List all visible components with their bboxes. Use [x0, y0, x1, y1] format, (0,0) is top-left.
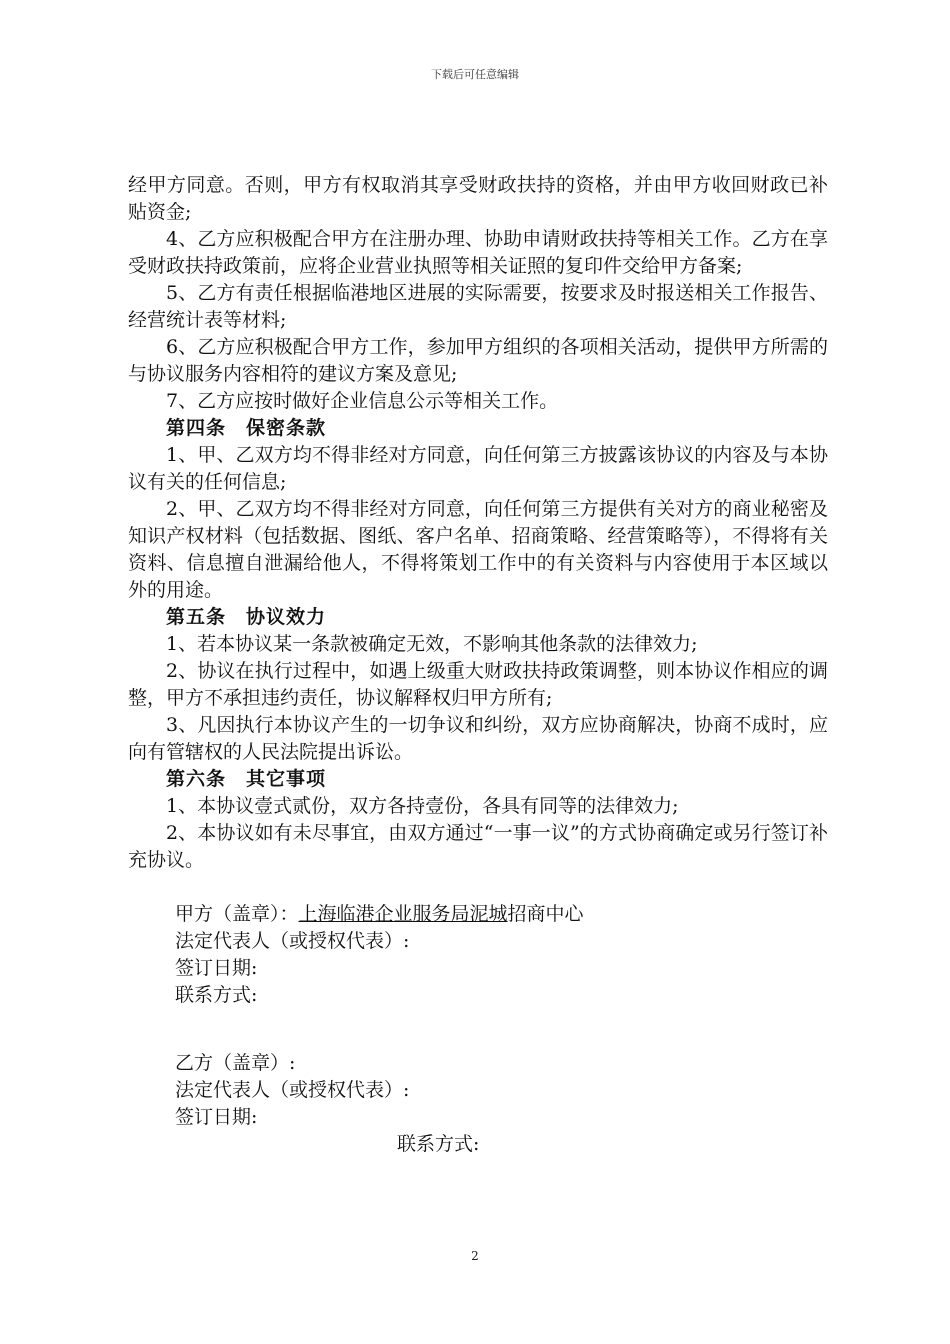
paragraph: 经甲方同意。否则，甲方有权取消其享受财政扶持的资格，并由甲方收回财政已补贴资金;: [128, 174, 828, 223]
section-heading: 第四条 保密条款: [166, 417, 327, 439]
party-a-seal-label: 甲方（盖章）：: [175, 903, 299, 925]
page-header: 下载后可任意编辑: [431, 68, 519, 81]
paragraph: 2、协议在执行过程中，如遇上级重大财政扶持政策调整，则本协议作相应的调整，甲方不承担违约责任，协议解释权归甲方所有;: [128, 660, 828, 709]
paragraph: 2、本协议如有未尽事宜，由双方通过“一事一议”的方式协商确定或另行签订补充协议。: [128, 822, 828, 871]
party-a-contact: 联系方式:: [175, 984, 258, 1006]
party-b-contact: 联系方式:: [397, 1133, 480, 1155]
paragraph: 1、甲、乙双方均不得非经对方同意，向任何第三方披露该协议的内容及与本协议有关的任何信息;: [128, 444, 828, 493]
paragraph: 6、乙方应积极配合甲方工作，参加甲方组织的各项相关活动，提供甲方所需的与协议服务内容相符的建议方案及意见;: [128, 336, 828, 385]
party-a-representative: 法定代表人（或授权代表）:: [175, 930, 410, 952]
section-heading: 第六条 其它事项: [166, 768, 327, 790]
section-heading: 第五条 协议效力: [166, 606, 327, 628]
paragraph: 1、本协议壹式贰份，双方各持壹份，各具有同等的法律效力;: [166, 795, 679, 817]
party-b-seal-label: 乙方（盖章）:: [175, 1052, 296, 1074]
paragraph: 4、乙方应积极配合甲方在注册办理、协助申请财政扶持等相关工作。乙方在享受财政扶持政策前，应将企业营业执照等相关证照的复印件交给甲方备案;: [128, 228, 828, 277]
party-b-signature-block: [175, 1050, 815, 1158]
paragraph: 7、乙方应按时做好企业信息公示等相关工作。: [166, 390, 559, 412]
party-b-representative: 法定代表人（或授权代表）:: [175, 1079, 410, 1101]
paragraph: 5、乙方有责任根据临港地区进展的实际需要，按要求及时报送相关工作报告、经营统计表等材料;: [128, 282, 828, 331]
party-a-seal-line: [175, 901, 815, 928]
party-a-name-rest: 招商中心: [507, 903, 584, 925]
paragraph: 1、若本协议某一条款被确定无效，不影响其他条款的法律效力;: [166, 633, 698, 655]
paragraph: 2、甲、乙双方均不得非经对方同意，向任何第三方提供有关对方的商业秘密及知识产权材料（包括数据、图纸、客户名单、招商策略、经营策略等），不得将有关资料、信息擅自泄漏给他人，不得将策划工作中的有关资料与内容使用于本区域以外的用途。: [128, 498, 828, 601]
paragraph: 3、凡因执行本协议产生的一切争议和纠纷，双方应协商解决，协商不成时，应向有管辖权的人民法院提出诉讼。: [128, 714, 828, 763]
party-a-name-underlined: 上海临港企业服务局泥城: [298, 903, 508, 925]
party-b-sign-date: 签订日期:: [175, 1106, 258, 1128]
party-a-sign-date: 签订日期:: [175, 957, 258, 979]
page-number: 2: [471, 1249, 479, 1263]
party-a-signature-block: [175, 901, 815, 1009]
document-body: [128, 172, 828, 874]
